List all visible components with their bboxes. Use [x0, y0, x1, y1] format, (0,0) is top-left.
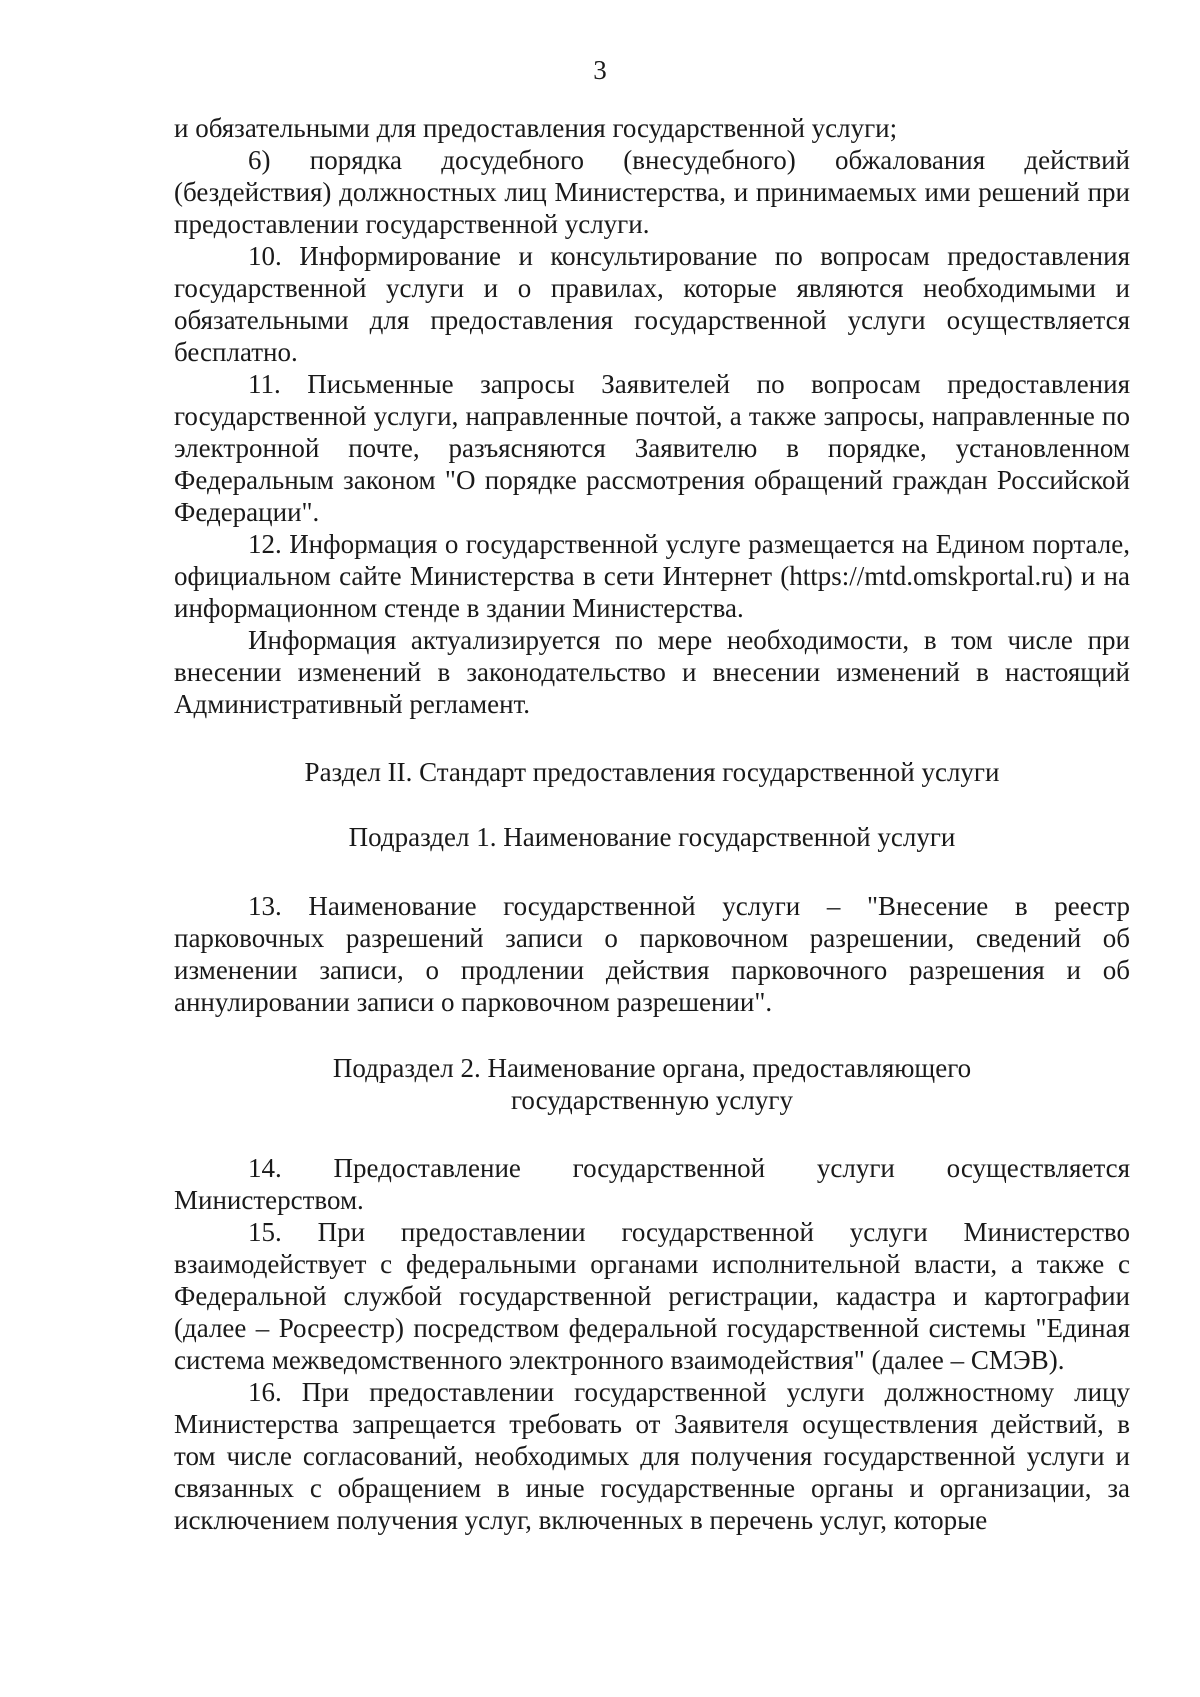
spacer — [174, 720, 1130, 756]
paragraph-11: 11. Письменные запросы Заявителей по вопросам предоставления государственной услуги, направленные почтой, а также запросы, направленные по электронной почте, разъясняются Заявителю в порядке, установленном Федеральным законом "О порядке рассмотрения обращений граждан Российской Федерации". — [174, 369, 1130, 527]
spacer — [174, 1018, 1130, 1052]
subsection-1-heading: Подраздел 1. Наименование государственной услуги — [348, 822, 956, 852]
page-number: 3 — [593, 55, 607, 85]
paragraph-10: 10. Информирование и консультирование по вопросам предоставления государственной услуги и о правилах, которые являются необходимыми и обязательными для предоставления государственной услуги осуществляется бесплатно. — [174, 241, 1130, 367]
spacer — [174, 853, 1130, 890]
paragraph-item-6: 6) порядка досудебного (внесудебного) обжалования действий (бездействия) должностных лиц Министерства, и принимаемых ими решений при предоставлении государственной услуги. — [174, 145, 1130, 239]
subsection-2-heading: Подраздел 2. Наименование органа, предоставляющего государственную услугу — [332, 1053, 972, 1115]
paragraph-12-continued: Информация актуализируется по мере необходимости, в том числе при внесении изменений в законодательство и внесении изменений в настоящий Административный регламент. — [174, 625, 1130, 719]
paragraph-12: 12. Информация о государственной услуге размещается на Едином портале, официальном сайте Министерства в сети Интернет (https://mtd.omskportal.ru) и на информационном стенде в здании Министерства. — [174, 529, 1130, 623]
section-heading: Раздел II. Стандарт предоставления государственной услуги — [304, 757, 1000, 787]
paragraph-13: 13. Наименование государственной услуги – "Внесение в реестр парковочных разрешений записи о парковочном разрешении, сведений об изменении записи, о продлении действия парковочного разрешения и об аннулировании записи о парковочном разрешении". — [174, 891, 1130, 1017]
paragraph-16: 16. При предоставлении государственной услуги должностному лицу Министерства запрещается требовать от Заявителя осуществления действий, в том числе согласований, необходимых для получения государственной услуги и связанных с обращением в иные государственные органы и организации, за исключением получения услуг, включенных в перечень услуг, которые — [174, 1377, 1130, 1535]
paragraph-continuation: и обязательными для предоставления государственной услуги; — [174, 113, 898, 143]
document-body — [174, 112, 1130, 1536]
paragraph-14: 14. Предоставление государственной услуги осуществляется Министерством. — [174, 1153, 1130, 1215]
paragraph-15: 15. При предоставлении государственной услуги Министерство взаимодействует с федеральными органами исполнительной власти, а также с Федеральной службой государственной регистрации, кадастра и картографии (далее – Росреестр) посредством федеральной государственной системы "Единая система межведомственного электронного взаимодействия" (далее – СМЭВ). — [174, 1217, 1130, 1375]
spacer — [174, 788, 1130, 821]
spacer — [174, 1116, 1130, 1152]
